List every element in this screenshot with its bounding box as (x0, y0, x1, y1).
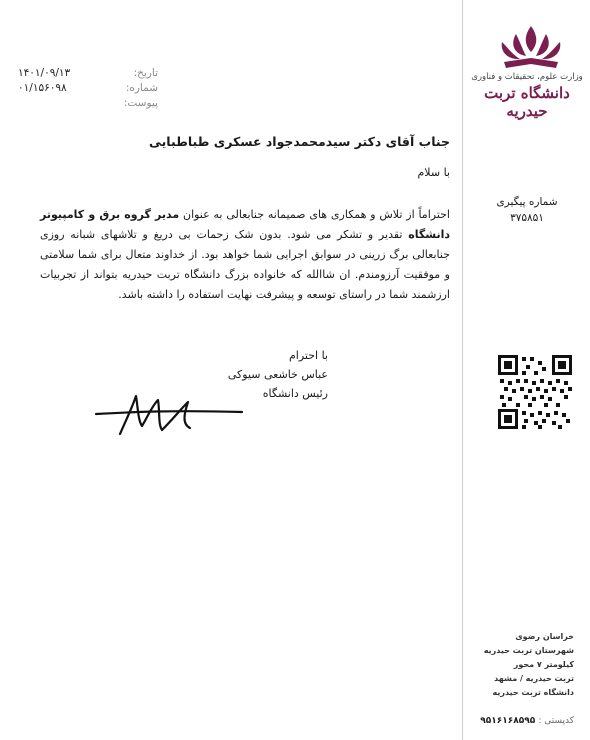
tracking-label: شماره پیگیری (496, 196, 558, 208)
greeting: با سلام (417, 166, 450, 179)
address-line: دانشگاه تربت حیدریه (492, 688, 574, 697)
address-line: خراسان رضوی (515, 632, 574, 641)
postal-label: کدپستی : (538, 716, 574, 726)
tracking-block (468, 194, 586, 226)
attachment-label: پیوست: (123, 97, 158, 109)
tracking-number: ۳۷۵۸۵۱ (510, 212, 544, 224)
body-text-1: احتراماً از تلاش و همکاری های صمیمانه جنابعالی به عنوان (179, 208, 450, 221)
address-line: شهرستان تربت حیدریه (483, 646, 574, 655)
postal-value: ۹۵۱۶۱۶۸۵۹۵ (480, 716, 536, 726)
letter-meta (18, 66, 158, 111)
regards: با احترام (288, 349, 328, 362)
university-title: دانشگاه تربت حیدریه (484, 84, 570, 120)
address-line: تربت حیدریه / مشهد (494, 674, 574, 683)
number-row (18, 81, 158, 96)
signer-name: عباس خاشعی سیوکی (227, 368, 328, 381)
number-label: شماره: (125, 82, 158, 94)
handwritten-signature (92, 390, 252, 440)
qr-code-icon (498, 355, 572, 429)
postal-code (468, 716, 574, 726)
date-label: تاریخ: (133, 67, 158, 79)
attachment-row (18, 96, 158, 111)
body-bold-position: مدیر گروه برق و کامپیوتر دانشگاه (40, 208, 450, 241)
ministry-name: وزارت علوم، تحقیقات و فناوری (471, 72, 583, 82)
letter-body (40, 205, 450, 305)
number-value: ۰۱/۱۵۶۰۹۸ (18, 82, 67, 94)
signer-title: رئیس دانشگاه (262, 387, 328, 400)
date-row (18, 66, 158, 81)
date-value: ۱۴۰۱/۰۹/۱۳ (18, 67, 71, 79)
university-name (468, 72, 586, 120)
university-address (468, 630, 574, 700)
column-divider (462, 0, 463, 740)
address-line: کیلومتر ۷ محور (513, 660, 574, 669)
body-text-2: تقدیر و تشکر می شود. بدون شک زحمات بی دریغ و تلاشهای شبانه روزی جنابعالی برگ زرینی در سوابق اجرایی شما خواهد بود. از خداوند متعال برای شما سلامتی و موفقیت آرزومندم. ان شاالله که خانواده بزرگ دانشگاه تربت حیدریه بتواند از تجربیات ارزشمند شما در راستای توسعه و پیشرفت نهایت استفاده را داشته باشد. (40, 228, 450, 301)
recipient: جناب آقای دکتر سیدمحمدجواد عسکری طباطبایی (148, 134, 450, 149)
